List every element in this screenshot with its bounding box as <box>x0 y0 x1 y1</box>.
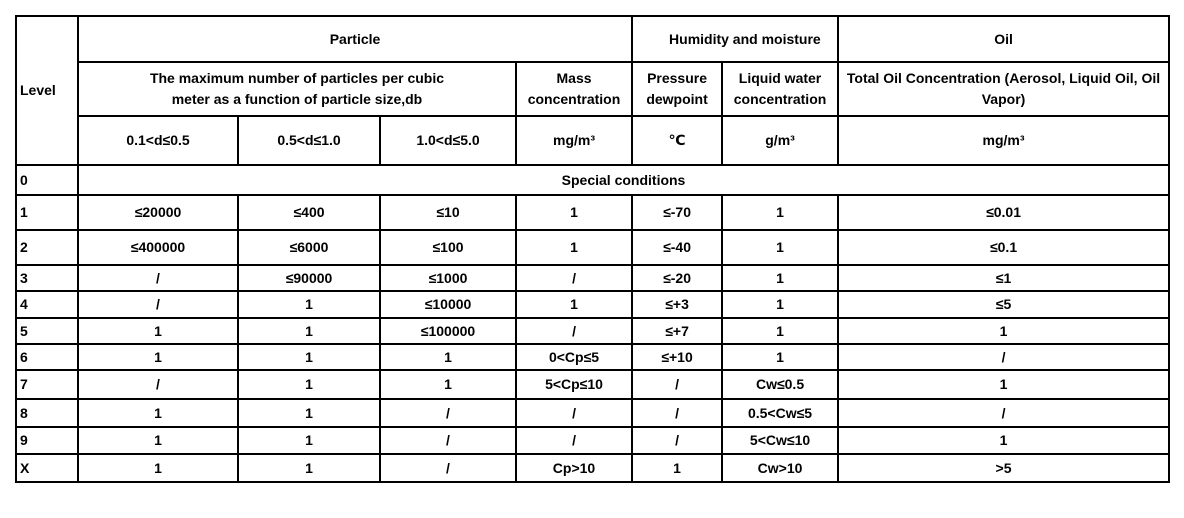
level-cell: 1 <box>16 195 78 230</box>
pressure-dewpoint-cell: ≤-20 <box>632 265 722 291</box>
particles-1.0-5.0-cell: 1 <box>380 370 516 399</box>
table-row <box>16 195 1169 230</box>
humidity-header: Humidity and moisture <box>632 16 838 62</box>
total-oil-cell: 1 <box>838 370 1169 399</box>
level-cell: 3 <box>16 265 78 291</box>
header-row-quantities <box>16 62 1169 116</box>
table-row-level-0 <box>16 165 1169 195</box>
particles-0.1-0.5-cell: / <box>78 291 238 318</box>
air-quality-classes-table <box>15 15 1170 483</box>
level-cell: 5 <box>16 318 78 344</box>
mass-concentration-cell: Cp>10 <box>516 454 632 482</box>
unit-oil: mg/m³ <box>838 116 1169 165</box>
particles-1.0-5.0-cell: / <box>380 399 516 427</box>
table-row <box>16 344 1169 370</box>
level-cell: 4 <box>16 291 78 318</box>
particles-1.0-5.0-cell: / <box>380 427 516 454</box>
table-row <box>16 454 1169 482</box>
table-row <box>16 318 1169 344</box>
header-row-groups <box>16 16 1169 62</box>
mass-concentration-cell: / <box>516 318 632 344</box>
pressure-dewpoint-cell: ≤+7 <box>632 318 722 344</box>
particles-1.0-5.0-cell: 1 <box>380 344 516 370</box>
pressure-dewpoint-header: Pressure dewpoint <box>632 62 722 116</box>
mass-concentration-cell: 1 <box>516 230 632 265</box>
liquid-water-header: Liquid water concentration <box>722 62 838 116</box>
level-cell: 2 <box>16 230 78 265</box>
total-oil-cell: >5 <box>838 454 1169 482</box>
particles-0.1-0.5-cell: ≤400000 <box>78 230 238 265</box>
particles-0.1-0.5-cell: 1 <box>78 344 238 370</box>
particles-0.5-1.0-cell: ≤6000 <box>238 230 380 265</box>
level-cell: X <box>16 454 78 482</box>
mass-concentration-cell: / <box>516 399 632 427</box>
liquid-water-cell: 5<Cw≤10 <box>722 427 838 454</box>
total-oil-cell: ≤0.01 <box>838 195 1169 230</box>
max-particles-header: The maximum number of particles per cubic meter as a function of particle size,db <box>78 62 516 116</box>
level-cell: 6 <box>16 344 78 370</box>
pressure-dewpoint-cell: / <box>632 427 722 454</box>
particles-1.0-5.0-cell: / <box>380 454 516 482</box>
particle-header: Particle <box>78 16 632 62</box>
mass-concentration-cell: 1 <box>516 291 632 318</box>
liquid-water-cell: 1 <box>722 265 838 291</box>
particles-0.5-1.0-cell: ≤400 <box>238 195 380 230</box>
unit-water: g/m³ <box>722 116 838 165</box>
particles-0.5-1.0-cell: 1 <box>238 318 380 344</box>
liquid-water-cell: 0.5<Cw≤5 <box>722 399 838 427</box>
level-cell: 8 <box>16 399 78 427</box>
liquid-water-cell: 1 <box>722 318 838 344</box>
total-oil-cell: ≤1 <box>838 265 1169 291</box>
total-oil-cell: 1 <box>838 318 1169 344</box>
pressure-dewpoint-cell: / <box>632 370 722 399</box>
particles-0.5-1.0-cell: 1 <box>238 344 380 370</box>
total-oil-cell: / <box>838 399 1169 427</box>
size-range-2: 0.5<d≤1.0 <box>238 116 380 165</box>
mass-concentration-cell: / <box>516 427 632 454</box>
header-row-units <box>16 116 1169 165</box>
particles-1.0-5.0-cell: ≤100000 <box>380 318 516 344</box>
air-quality-table-container <box>15 15 1170 483</box>
particles-1.0-5.0-cell: ≤10000 <box>380 291 516 318</box>
pressure-dewpoint-cell: ≤-40 <box>632 230 722 265</box>
particles-0.1-0.5-cell: 1 <box>78 399 238 427</box>
particles-0.5-1.0-cell: 1 <box>238 454 380 482</box>
particles-0.1-0.5-cell: / <box>78 265 238 291</box>
table-row <box>16 265 1169 291</box>
pressure-dewpoint-cell: ≤+3 <box>632 291 722 318</box>
liquid-water-cell: Cw>10 <box>722 454 838 482</box>
liquid-water-cell: 1 <box>722 291 838 318</box>
level-cell: 9 <box>16 427 78 454</box>
particles-0.1-0.5-cell: 1 <box>78 427 238 454</box>
level-cell: 0 <box>16 165 78 195</box>
liquid-water-cell: 1 <box>722 344 838 370</box>
particles-0.5-1.0-cell: 1 <box>238 427 380 454</box>
level-cell: 7 <box>16 370 78 399</box>
unit-dewpoint: ℃ <box>632 116 722 165</box>
mass-concentration-header: Mass concentration <box>516 62 632 116</box>
total-oil-header: Total Oil Concentration (Aerosol, Liquid Oil, Oil Vapor) <box>838 62 1169 116</box>
pressure-dewpoint-cell: ≤-70 <box>632 195 722 230</box>
total-oil-cell: / <box>838 344 1169 370</box>
total-oil-cell: ≤0.1 <box>838 230 1169 265</box>
size-range-3: 1.0<d≤5.0 <box>380 116 516 165</box>
liquid-water-cell: 1 <box>722 195 838 230</box>
total-oil-cell: ≤5 <box>838 291 1169 318</box>
table-row <box>16 291 1169 318</box>
particles-0.5-1.0-cell: 1 <box>238 399 380 427</box>
particles-1.0-5.0-cell: ≤10 <box>380 195 516 230</box>
table-row <box>16 230 1169 265</box>
pressure-dewpoint-cell: ≤+10 <box>632 344 722 370</box>
particles-0.5-1.0-cell: 1 <box>238 291 380 318</box>
table-row <box>16 427 1169 454</box>
table-body <box>16 16 1169 482</box>
liquid-water-cell: Cw≤0.5 <box>722 370 838 399</box>
pressure-dewpoint-cell: / <box>632 399 722 427</box>
table-row <box>16 370 1169 399</box>
oil-header: Oil <box>838 16 1169 62</box>
particles-0.5-1.0-cell: ≤90000 <box>238 265 380 291</box>
particles-0.1-0.5-cell: 1 <box>78 318 238 344</box>
mass-concentration-cell: 5<Cp≤10 <box>516 370 632 399</box>
particles-0.5-1.0-cell: 1 <box>238 370 380 399</box>
liquid-water-cell: 1 <box>722 230 838 265</box>
unit-mass: mg/m³ <box>516 116 632 165</box>
pressure-dewpoint-cell: 1 <box>632 454 722 482</box>
particles-0.1-0.5-cell: 1 <box>78 454 238 482</box>
particles-1.0-5.0-cell: ≤100 <box>380 230 516 265</box>
table-row <box>16 399 1169 427</box>
particles-0.1-0.5-cell: ≤20000 <box>78 195 238 230</box>
particles-1.0-5.0-cell: ≤1000 <box>380 265 516 291</box>
mass-concentration-cell: 1 <box>516 195 632 230</box>
mass-concentration-cell: / <box>516 265 632 291</box>
level-header: Level <box>16 16 78 165</box>
particles-0.1-0.5-cell: / <box>78 370 238 399</box>
size-range-1: 0.1<d≤0.5 <box>78 116 238 165</box>
special-conditions-cell: Special conditions <box>78 165 1169 195</box>
total-oil-cell: 1 <box>838 427 1169 454</box>
mass-concentration-cell: 0<Cp≤5 <box>516 344 632 370</box>
